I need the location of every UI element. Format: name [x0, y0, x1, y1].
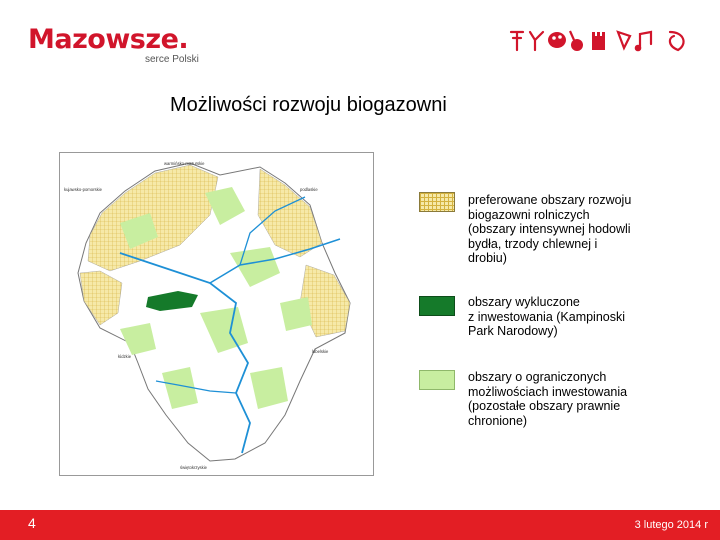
- header-icon-strip: [508, 26, 693, 54]
- heron-icon: [530, 32, 543, 50]
- legend-text-preferred: preferowane obszary rozwoju biogazowni rolniczych (obszary intensywnej hodowli bydła, trzody chlewnej i drobiu): [468, 193, 632, 265]
- palette-icon: [548, 32, 566, 48]
- legend-text-excluded: obszary wykluczone z inwestowania (Kampinoski Park Narodowy): [468, 295, 626, 338]
- mazovia-map-graphic: [60, 153, 373, 475]
- legend-swatch-limited: [419, 370, 455, 390]
- footer-bar: [0, 510, 720, 540]
- footer-date: 3 lutego 2014 r: [634, 519, 708, 531]
- logo-text: Mazowsze.: [28, 24, 189, 55]
- legend-swatch-excluded: [419, 296, 455, 316]
- page-number: 4: [28, 515, 36, 531]
- legend-text-limited: obszary o ograniczonych możliwościach inwestowania (pozostałe obszary prawnie chronione): [468, 370, 628, 428]
- map-label-kujawsko-pomorskie: kujawsko-pomorskie: [64, 187, 102, 192]
- music-note-icon: [636, 32, 651, 50]
- map-label-podlaskie: podlaskie: [300, 187, 318, 192]
- kite-icon: [618, 32, 630, 48]
- rose-icon: [670, 32, 684, 50]
- pine-tree-icon: [511, 32, 523, 50]
- legend-swatch-preferred: [419, 192, 455, 212]
- stork-icon: [570, 31, 583, 51]
- castle-icon: [592, 32, 605, 50]
- map-label-swietokrzyskie: świętokrzyskie: [180, 465, 207, 470]
- map-label-lodzkie: łódzkie: [118, 354, 132, 359]
- map-label-lubelskie: lubelskie: [312, 349, 329, 354]
- slide-title: Możliwości rozwoju biogazowni: [170, 94, 447, 116]
- logo-subtitle: serce Polski: [145, 54, 199, 65]
- mazovia-map: [59, 152, 374, 476]
- mazowsze-logo: [28, 24, 218, 64]
- map-label-warminsko-mazurskie: warmińsko-mazurskie: [164, 161, 205, 166]
